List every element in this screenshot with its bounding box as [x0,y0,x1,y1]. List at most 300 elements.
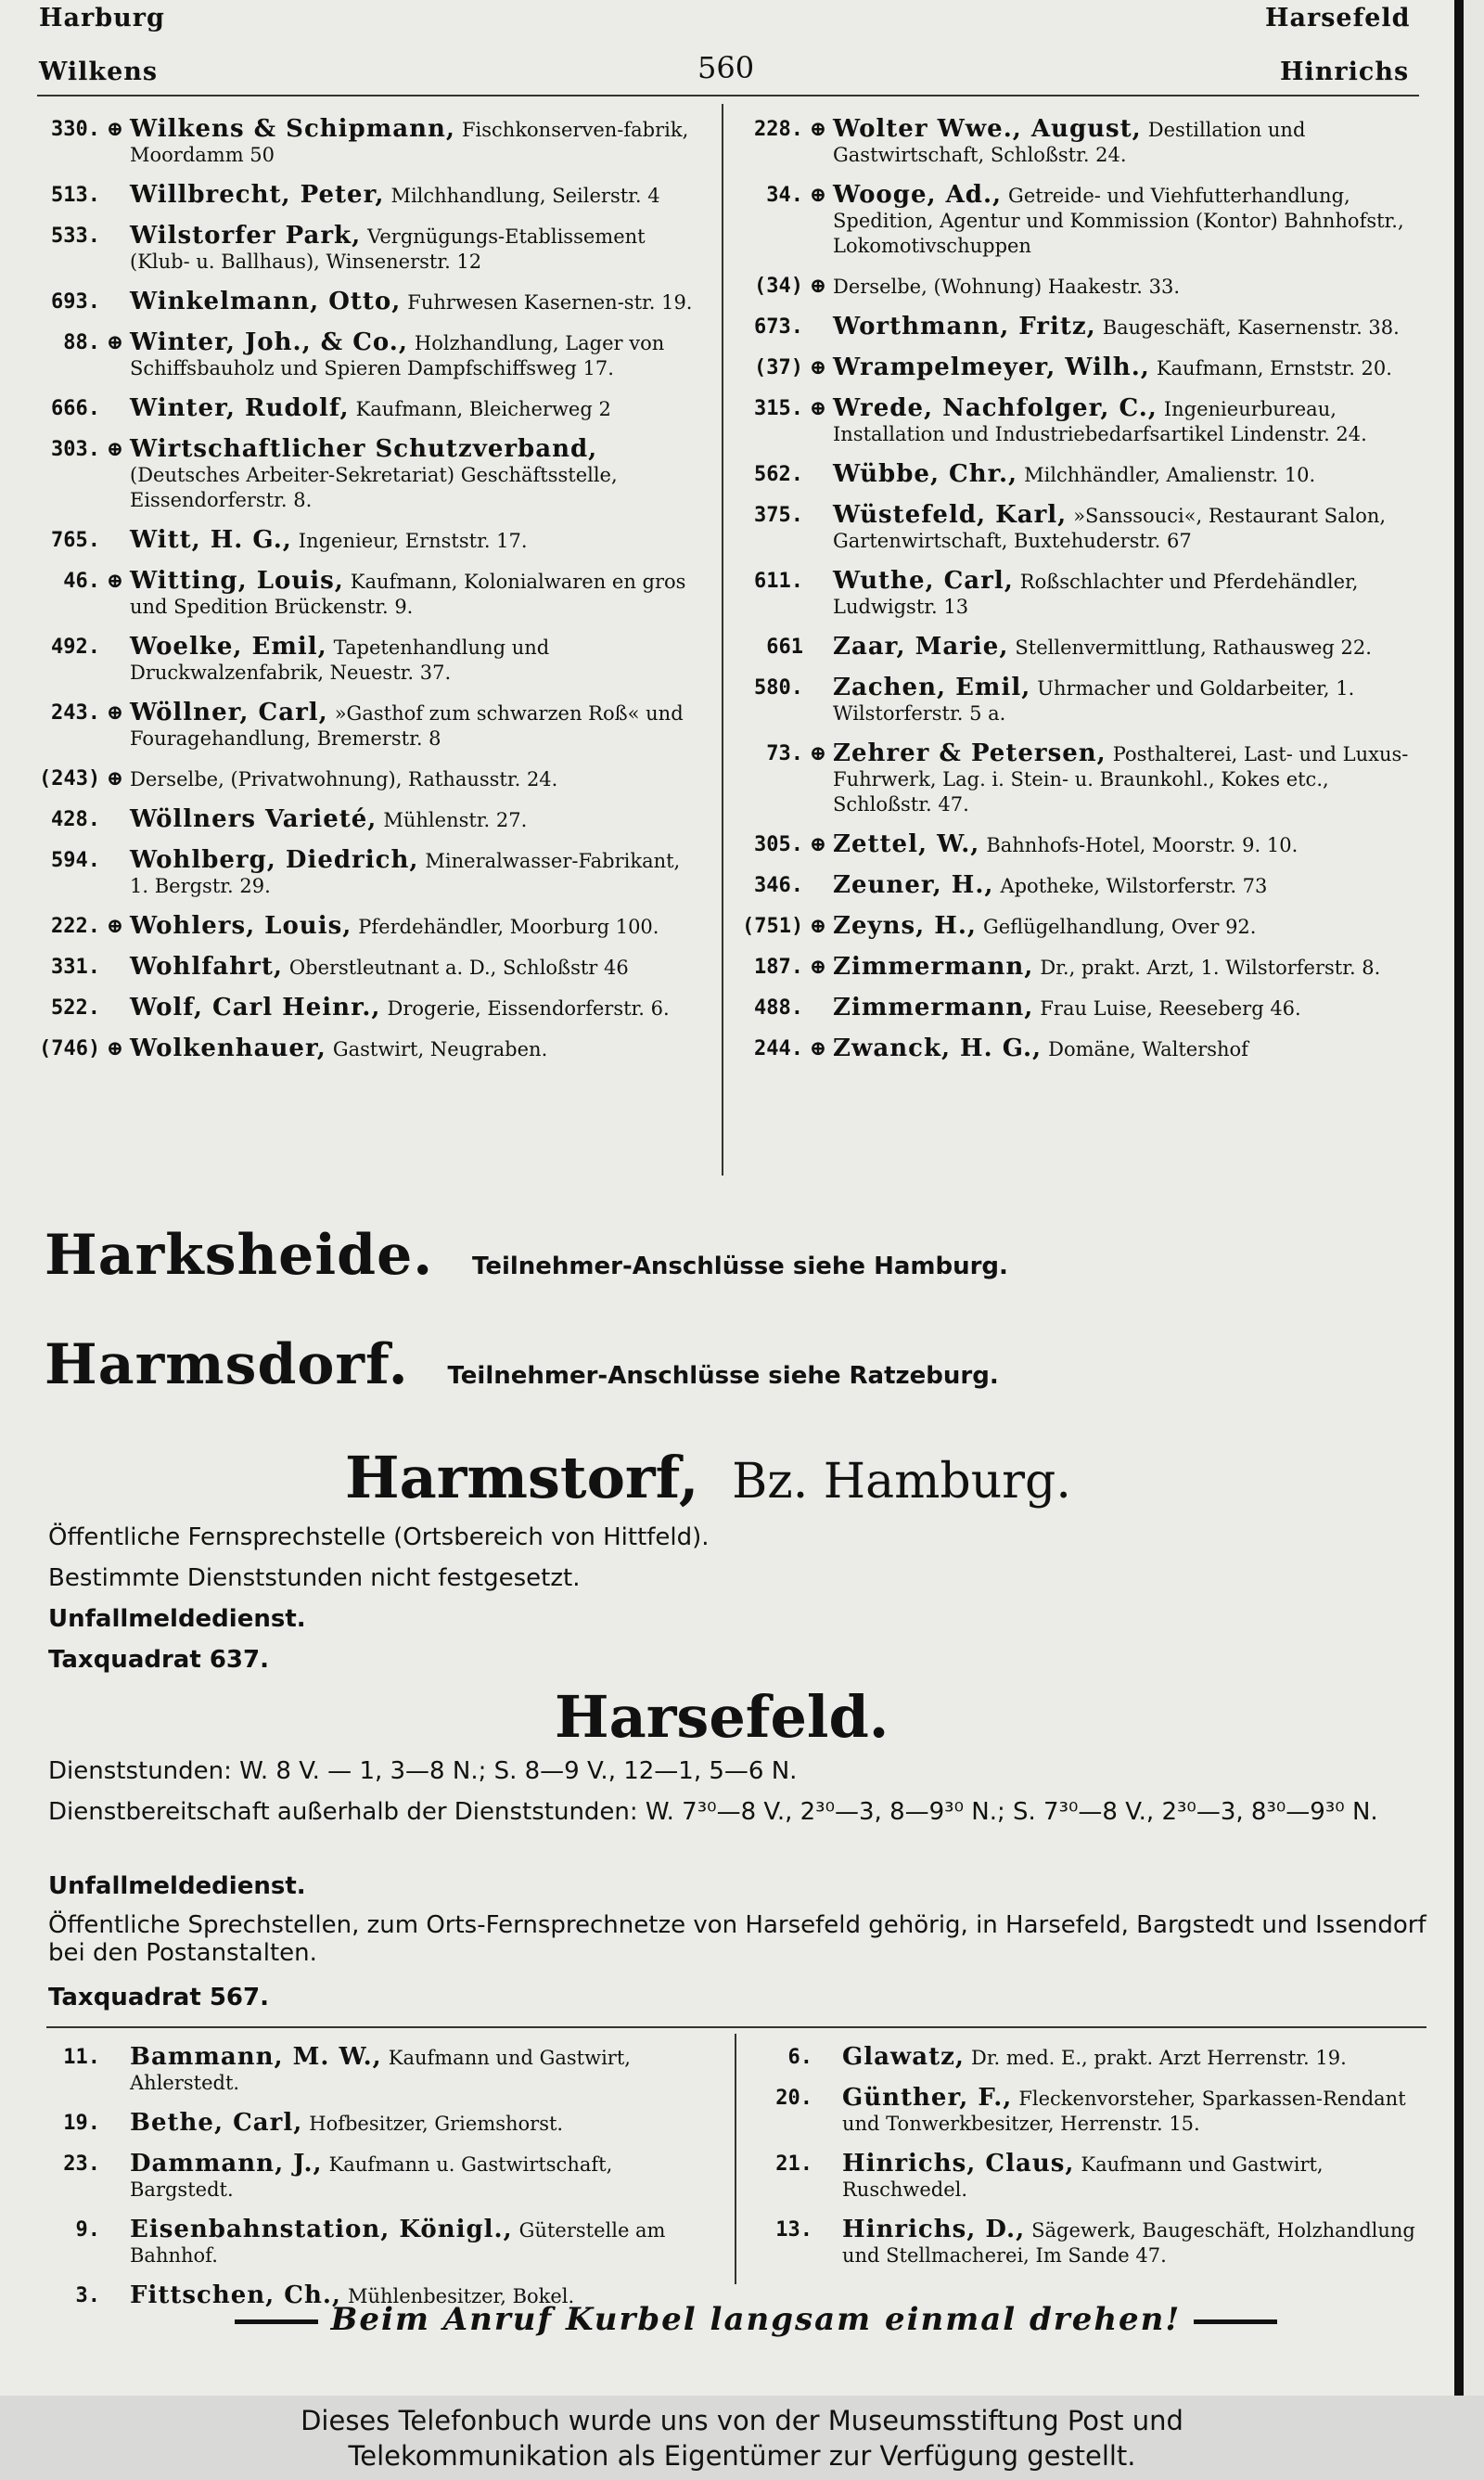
listing-number: 693. [51,290,100,314]
listing-entry [39,2045,716,2096]
listing-text [833,396,1419,447]
listing-name: Winkelmann, Otto, [130,288,402,315]
listing-text [130,848,701,899]
listing-number: 522. [51,996,100,1020]
public-access-mark-icon: ⊕ [809,274,827,298]
listing-number: 661 [766,636,803,659]
listing-entry [742,873,1419,899]
listing-number: 580. [754,676,803,700]
listing-number: 3. [75,2284,100,2307]
listing-number: 23. [63,2152,100,2176]
listing-number: 315. [754,397,803,420]
footer-line-2: Telekommunikation als Eigentümer zur Verfügung gestellt. [348,2440,1136,2472]
listing-number: 331. [51,956,100,979]
public-access-mark-icon [812,2086,842,2137]
listing-name: Wilkens & Schipmann, [130,115,455,143]
listing-entry [742,117,1419,168]
listing-number: 73. [766,742,803,765]
public-access-mark-icon [100,2045,130,2096]
listing-name: Wöllners Varieté, [130,805,377,833]
harksheide-note: Teilnehmer-Anschlüsse siehe Hamburg. [472,1253,1008,1280]
listing-entry [39,183,701,209]
listing-text [130,183,701,209]
listing-text [833,675,1419,726]
header-right-top: Harsefeld [1265,4,1411,32]
slogan-dash-right [1194,2319,1277,2324]
listing-name: Zaar, Marie, [833,633,1009,661]
public-access-mark-icon: ⊕ [809,355,827,379]
listing-description: Derselbe, (Privatwohnung), Rathausstr. 24. [130,768,558,790]
listing-number: (34) [754,275,803,298]
listing-number: 19. [63,2112,100,2135]
listing-text [130,117,701,168]
listing-entry [39,528,701,554]
listing-text [833,315,1419,341]
harsefeld-heading: Harsefeld. [555,1683,889,1751]
listing-number: 187. [754,956,803,979]
archive-footer [0,2396,1484,2480]
listing-number: 11. [63,2046,100,2069]
listing-description: Hofbesitzer, Griemshorst. [309,2113,564,2135]
listing-name: Fittschen, Ch., [130,2281,341,2309]
listing-number: 594. [51,849,100,872]
public-access-mark-icon: ⊕ [809,955,827,979]
listing-text [842,2152,1428,2203]
listing-name: Wooge, Ad., [833,181,1003,209]
listing-name: Wolf, Carl Heinr., [130,994,381,1022]
listing-description: Mineralwasser-Fabrikant, 1. Bergstr. 29. [130,850,681,897]
public-access-mark-icon: ⊕ [106,437,124,461]
listing-description: Kaufmann, Kolonialwaren en gros und Spedition Brückenstr. 9. [130,571,686,618]
listing-name: Willbrecht, Peter, [130,181,385,209]
listing-number: 533. [51,225,100,248]
listing-description: Roßschlachter und Pferdehändler, Ludwigstr. 13 [833,571,1359,618]
harsefeld-line-5: Taxquadrat 567. [48,1984,269,2011]
listing-description: Sägewerk, Baugeschäft, Holzhandlung und Stellmacherei, Im Sande 47. [842,2219,1415,2267]
listing-entry [751,2086,1428,2137]
listing-description: Posthalterei, Last- und Luxus-Fuhrwerk, Lag. i. Stein- u. Braunkohl., Kokes etc., Schloßstr. 47. [833,743,1409,816]
listing-number: 513. [51,184,100,207]
harsefeld-column-divider [735,2034,736,2284]
listing-text [130,700,701,752]
listing-description: Güterstelle am Bahnhof. [130,2219,666,2267]
listing-description: Baugeschäft, Kasernenstr. 38. [1102,316,1400,339]
listing-entry [742,462,1419,488]
listing-name: Wüstefeld, Karl, [833,501,1068,529]
listing-text [130,437,701,513]
listing-name: Wirtschaftlicher Schutzverband, [130,435,598,463]
listing-name: Winter, Rudolf, [130,394,350,422]
listing-description: Milchhändler, Amalienstr. 10. [1024,464,1316,486]
harsefeld-right-column [751,2045,1428,2283]
listing-text [833,355,1419,381]
listing-description: Fischkonserven-fabrik, Moordamm 50 [130,119,689,166]
listing-text [130,224,701,275]
listing-description: Kaufmann und Gastwirt, Ruschwedel. [842,2153,1324,2201]
listing-name: Zehrer & Petersen, [833,739,1107,767]
public-access-mark-icon [100,635,130,686]
listing-entry [742,832,1419,858]
harmstorf-line-4: Taxquadrat 637. [48,1646,269,1674]
listing-text [833,996,1419,1022]
listing-name: Wilstorfer Park, [130,222,362,250]
listing-entry [742,914,1419,940]
listing-text [130,2217,716,2268]
listing-number: 666. [51,397,100,420]
listing-name: Zettel, W., [833,830,980,858]
listing-description: Fuhrwesen Kasernen-str. 19. [407,291,693,314]
harmsdorf-note: Teilnehmer-Anschlüsse siehe Ratzeburg. [447,1362,999,1390]
listing-text [833,462,1419,488]
harmstorf-heading [345,1444,1071,1511]
public-access-mark-icon [100,955,130,981]
harsefeld-line-3: Unfallmeldedienst. [48,1872,306,1900]
listing-name: Wolkenhauer, [130,1034,326,1062]
listing-number: 13. [775,2218,812,2242]
listing-name: Wolter Wwe., August, [833,115,1142,143]
public-access-mark-icon: ⊕ [106,914,124,938]
listing-text [833,873,1419,899]
listing-name: Zimmermann, [833,953,1034,981]
public-access-mark-icon [812,2217,842,2268]
listing-description: Mühlenbesitzer, Bokel. [347,2285,575,2307]
listing-entry [39,914,701,940]
listing-description: Milchhandlung, Seilerstr. 4 [390,185,660,207]
listing-name: Dammann, J., [130,2150,323,2178]
harburg-left-column [39,117,701,1077]
listing-entry [39,700,701,752]
public-access-mark-icon [100,807,130,833]
listing-name: Woelke, Emil, [130,633,327,661]
slogan-text: Beim Anruf Kurbel langsam einmal drehen! [330,2301,1182,2338]
public-access-mark-icon [100,528,130,554]
harmstorf-line-2: Bestimmte Dienststunden nicht festgesetzt. [48,1564,581,1592]
public-access-mark-icon [812,2152,842,2203]
listing-text [130,996,701,1022]
listing-text [130,330,701,381]
public-access-mark-icon: ⊕ [809,741,827,765]
harmstorf-title: Harmstorf, [345,1444,699,1511]
listing-text [130,289,701,315]
listing-entry [742,675,1419,726]
public-access-mark-icon [803,873,833,899]
listing-text [130,396,701,422]
listing-entry [742,1036,1419,1062]
listing-entry [39,996,701,1022]
listing-entry [39,2152,716,2203]
listing-name: Worthmann, Fritz, [833,313,1096,341]
listing-name: Wuthe, Carl, [833,567,1014,595]
public-access-mark-icon: ⊕ [809,914,827,938]
listing-number: 244. [754,1037,803,1060]
listing-name: Hinrichs, Claus, [842,2150,1075,2178]
listing-name: Wohlers, Louis, [130,912,352,940]
harmstorf-line-3: Unfallmeldedienst. [48,1605,306,1633]
listing-number: 428. [51,808,100,831]
public-access-mark-icon: ⊕ [106,1036,124,1060]
header-left-bottom: Wilkens [39,58,159,86]
listing-entry [39,396,701,422]
listing-text [842,2086,1428,2137]
public-access-mark-icon [100,2111,130,2137]
listing-number: 20. [775,2087,812,2110]
public-access-mark-icon [100,2152,130,2203]
public-access-mark-icon [100,183,130,209]
listing-name: Glawatz, [842,2043,965,2071]
public-access-mark-icon [803,462,833,488]
listing-entry [39,955,701,981]
listing-number: 88. [63,331,100,354]
harmstorf-line-1: Öffentliche Fernsprechstelle (Ortsbereich von Hittfeld). [48,1523,710,1551]
listing-number: 488. [754,996,803,1020]
listing-name: Zeyns, H., [833,912,977,940]
public-access-mark-icon [100,396,130,422]
listing-text [842,2045,1428,2071]
listing-description: Pferdehändler, Moorburg 100. [358,916,659,938]
listing-text [130,2111,716,2137]
listing-entry [39,117,701,168]
listing-name: Zachen, Emil, [833,674,1031,701]
harsefeld-rule [46,2026,1426,2028]
listing-name: Witt, H. G., [130,526,292,554]
listing-entry [39,848,701,899]
listing-number: 562. [754,463,803,486]
listing-description: Kaufmann u. Gastwirtschaft, Bargstedt. [130,2153,613,2201]
listing-text [130,914,701,940]
listing-text [833,117,1419,168]
public-access-mark-icon [100,289,130,315]
listing-entry [742,274,1419,300]
listing-name: Günther, F., [842,2084,1013,2112]
public-access-mark-icon: ⊕ [809,117,827,141]
listing-entry [742,355,1419,381]
listing-entry [39,635,701,686]
public-access-mark-icon: ⊕ [809,1036,827,1060]
listing-text [130,635,701,686]
listing-entry [742,183,1419,259]
listing-entry [742,569,1419,620]
listing-description: Kaufmann, Ernststr. 20. [1156,357,1392,379]
listing-number: 305. [754,833,803,856]
listing-text [833,955,1419,981]
book-spine [1454,0,1484,2396]
listing-entry [39,2217,716,2268]
public-access-mark-icon [100,848,130,899]
listing-description: Uhrmacher und Goldarbeiter, 1. Wilstorferstr. 5 a. [833,677,1355,725]
listing-text [833,274,1419,300]
listing-text [833,1036,1419,1062]
listing-entry [742,996,1419,1022]
listing-text [833,741,1419,817]
harsefeld-line-1: Dienststunden: W. 8 V. — 1, 3—8 N.; S. 8—9 V., 12—1, 5—6 N. [48,1757,798,1785]
listing-description: Dr., prakt. Arzt, 1. Wilstorferstr. 8. [1040,957,1381,979]
public-access-mark-icon: ⊕ [106,330,124,354]
listing-description: Getreide- und Viehfutterhandlung, Spedition, Agentur und Kommission (Kontor) Bahnhofstr., Lokomotivschuppen [833,185,1404,257]
listing-description: Destillation und Gastwirtschaft, Schloßstr. 24. [833,119,1306,166]
listing-text [833,635,1419,661]
listing-description: Gastwirt, Neugraben. [332,1038,548,1060]
public-access-mark-icon [100,996,130,1022]
listing-text [130,2152,716,2203]
listing-number: 46. [63,570,100,593]
public-access-mark-icon [803,675,833,726]
listing-name: Winter, Joh., & Co., [130,328,408,356]
listing-number: 611. [754,570,803,593]
slogan [139,2301,1373,2338]
column-divider [722,104,723,1176]
public-access-mark-icon: ⊕ [809,396,827,420]
harburg-right-column [742,117,1419,1077]
listing-entry [39,807,701,833]
public-access-mark-icon [100,224,130,275]
listing-number: (751) [742,915,804,938]
listing-name: Zwanck, H. G., [833,1034,1043,1062]
public-access-mark-icon [803,996,833,1022]
listing-entry [742,635,1419,661]
listing-number: 21. [775,2152,812,2176]
listing-description: Dr. med. E., prakt. Arzt Herrenstr. 19. [970,2047,1347,2069]
listing-number: (746) [39,1037,101,1060]
public-access-mark-icon [100,2217,130,2268]
slogan-dash-left [235,2319,318,2324]
listing-entry [39,289,701,315]
listing-description: »Sanssouci«, Restaurant Salon, Gartenwirtschaft, Buxtehuderstr. 67 [833,505,1387,552]
listing-number: 765. [51,529,100,552]
harmstorf-region: Bz. Hamburg. [732,1454,1071,1510]
listing-number: 492. [51,636,100,659]
page-number: 560 [697,50,755,85]
listing-description: Geflügelhandlung, Over 92. [982,916,1257,938]
listing-name: Wöllner, Carl, [130,699,328,726]
public-access-mark-icon [803,503,833,554]
public-access-mark-icon: ⊕ [106,569,124,593]
listing-entry [742,503,1419,554]
listing-entry [751,2217,1428,2268]
listing-text [130,1036,701,1062]
header-rule [37,95,1419,96]
listing-entry [39,1036,701,1062]
listing-entry [39,224,701,275]
listing-text [833,183,1419,259]
listing-number: 375. [754,504,803,527]
listing-number: 346. [754,874,803,897]
listing-entry [39,766,701,792]
listing-name: Zimmermann, [833,994,1034,1022]
public-access-mark-icon: ⊕ [106,117,124,141]
listing-text [833,832,1419,858]
harsefeld-left-column [39,2045,716,2324]
public-access-mark-icon: ⊕ [106,700,124,725]
listing-name: Hinrichs, D., [842,2216,1026,2243]
listing-description: (Deutsches Arbeiter-Sekretariat) Geschäftsstelle, Eissendorferstr. 8. [130,464,618,511]
listing-name: Wrede, Nachfolger, C., [833,394,1158,422]
listing-description: Frau Luise, Reeseberg 46. [1040,997,1301,1020]
header-left-top: Harburg [39,4,165,32]
header-right-bottom: Hinrichs [1280,58,1410,86]
listing-description: Ingenieurbureau, Installation und Industriebedarfsartikel Lindenstr. 24. [833,398,1367,445]
listing-description: Kaufmann und Gastwirt, Ahlerstedt. [130,2047,631,2094]
listing-number: 673. [754,315,803,339]
harmsdorf-heading [45,1332,999,1397]
listing-entry [751,2045,1428,2071]
listing-entry [39,437,701,513]
listing-description: Vergnügungs-Etablissement (Klub- u. Ballhaus), Winsenerstr. 12 [130,225,646,273]
listing-text [842,2217,1428,2268]
listing-description: Mühlenstr. 27. [383,809,528,831]
listing-name: Bethe, Carl, [130,2109,303,2137]
listing-description: Fleckenvorsteher, Sparkassen-Rendant und Tonwerkbesitzer, Herrenstr. 15. [842,2088,1406,2135]
public-access-mark-icon: ⊕ [809,183,827,207]
listing-entry [39,2111,716,2137]
listing-number: (37) [754,356,803,379]
listing-description: Ingenieur, Ernststr. 17. [298,530,528,552]
listing-entry [742,396,1419,447]
listing-entry [39,569,701,620]
listing-description: Apotheke, Wilstorferstr. 73 [1000,875,1268,897]
harksheide-heading [45,1223,1008,1288]
harsefeld-line-2: Dienstbereitschaft außerhalb der Dienststunden: W. 7³⁰—8 V., 2³⁰—3, 8—9³⁰ N.; S. 7³⁰—8 V., 2³⁰—3, 8³⁰—9³⁰ N. [48,1798,1378,1826]
listing-text [130,766,701,792]
listing-description: Domäne, Waltershof [1048,1038,1248,1060]
public-access-mark-icon [100,2283,130,2309]
listing-description: »Gasthof zum schwarzen Roß« und Fouragehandlung, Bremerstr. 8 [130,702,684,750]
listing-text [130,807,701,833]
listing-name: Witting, Louis, [130,567,344,595]
public-access-mark-icon: ⊕ [809,832,827,856]
listing-name: Eisenbahnstation, Königl., [130,2216,513,2243]
listing-description: Kaufmann, Bleicherweg 2 [355,398,611,420]
listing-description: Drogerie, Eissendorferstr. 6. [387,997,670,1020]
public-access-mark-icon [803,315,833,341]
harksheide-title: Harksheide. [45,1223,434,1288]
harsefeld-line-4: Öffentliche Sprechstellen, zum Orts-Fernsprechnetze von Harsefeld gehörig, in Harsefeld, Bargstedt und Issendorf bei den Postanstalten. [48,1911,1426,1967]
listing-entry [751,2152,1428,2203]
listing-description: Stellenvermittlung, Rathausweg 22. [1015,636,1372,659]
listing-description: Holzhandlung, Lager von Schiffsbauholz und Spieren Dampfschiffsweg 17. [130,332,665,379]
listing-entry [742,315,1419,341]
listing-entry [742,955,1419,981]
listing-number: 303. [51,438,100,461]
listing-text [130,528,701,554]
listing-entry [39,330,701,381]
listing-number: 9. [75,2218,100,2242]
listing-text [130,2045,716,2096]
listing-number: 330. [51,118,100,141]
listing-text [130,569,701,620]
listing-description: Oberstleutnant a. D., Schloßstr 46 [288,957,629,979]
public-access-mark-icon [803,635,833,661]
public-access-mark-icon [803,569,833,620]
listing-number: 222. [51,915,100,938]
listing-number: 34. [766,184,803,207]
listing-number: (243) [39,767,101,790]
listing-name: Wohlberg, Diedrich, [130,846,419,874]
listing-name: Wübbe, Chr., [833,460,1018,488]
listing-text [833,569,1419,620]
listing-entry [742,741,1419,817]
listing-number: 228. [754,118,803,141]
listing-name: Bammann, M. W., [130,2043,382,2071]
listing-name: Wohlfahrt, [130,953,283,981]
listing-text [833,503,1419,554]
listing-description: Bahnhofs-Hotel, Moorstr. 9. 10. [986,834,1298,856]
harmsdorf-title: Harmsdorf. [45,1332,409,1397]
listing-number: 6. [787,2046,812,2069]
listing-text [130,955,701,981]
listing-name: Wrampelmeyer, Wilh., [833,353,1150,381]
public-access-mark-icon [812,2045,842,2071]
listing-name: Zeuner, H., [833,871,994,899]
